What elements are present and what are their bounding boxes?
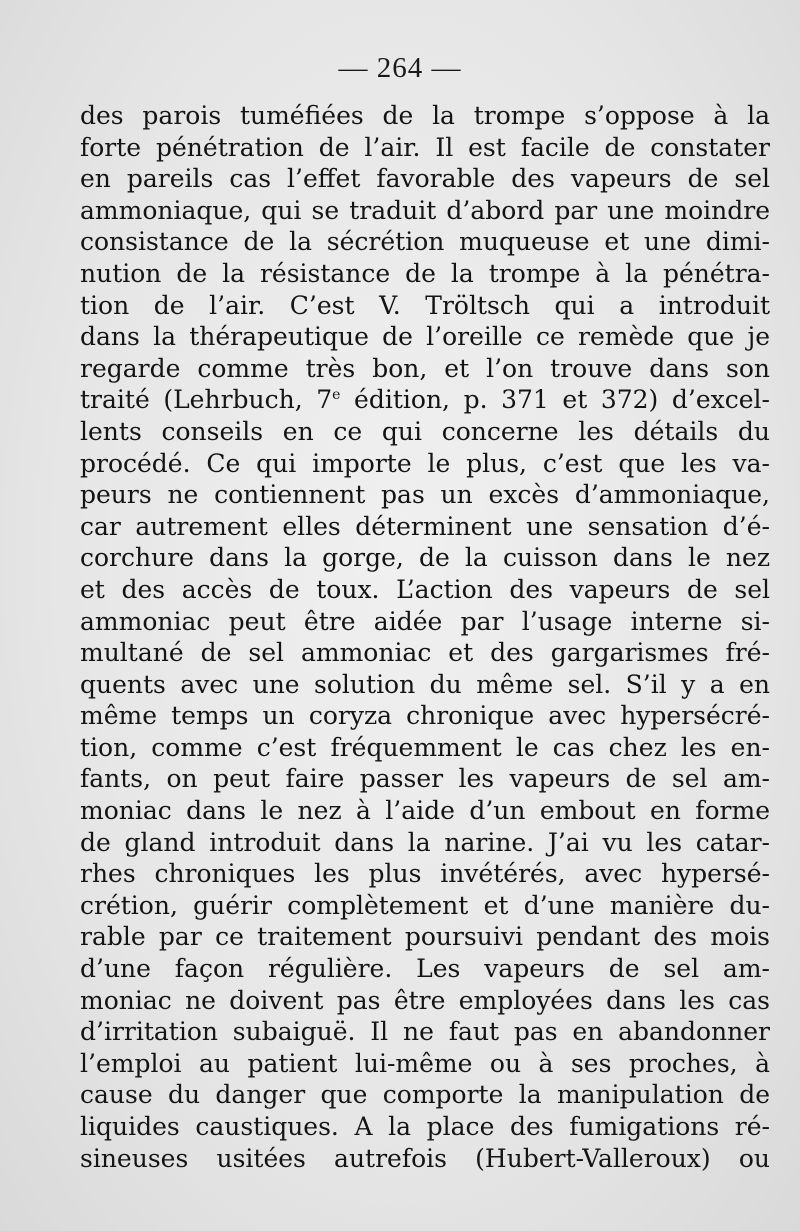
text-line: peurs ne contiennent pas un excès d’ammoniaque, <box>80 480 770 510</box>
text-line: multané de sel ammoniac et des gargarismes fré- <box>80 638 770 668</box>
text-line: même temps un coryza chronique avec hypersécré- <box>80 701 770 731</box>
text-line: tion, comme c’est fréquemment le cas chez les en- <box>80 732 770 762</box>
text-line: car autrement elles déterminent une sensation d’é- <box>80 511 770 541</box>
text-line: procédé. Ce qui importe le plus, c’est que les va- <box>80 448 770 478</box>
text-line: l’emploi au patient lui-même ou à ses proches, à <box>80 1048 770 1078</box>
text-line: moniac dans le nez à l’aide d’un embout en forme <box>80 796 770 826</box>
text-line: nution de la résistance de la trompe à la pénétra- <box>80 258 770 288</box>
text-line: sineuses usitées autrefois (Hubert-Valleroux) ou <box>80 1143 770 1173</box>
text-line: forte pénétration de l’air. Il est facile de constater <box>80 132 770 162</box>
text-line: liquides caustiques. A la place des fumigations ré- <box>80 1112 770 1141</box>
text-line: tion de l’air. C’est V. Tröltsch qui a introduit <box>80 290 770 320</box>
text-line: moniac ne doivent pas être employées dans les cas <box>80 985 770 1015</box>
text-line: de gland introduit dans la narine. J’ai vu les catar- <box>80 827 770 857</box>
text-line: traité (Lehrbuch, 7e édition, p. 371 et 372) d’excel- <box>80 385 770 415</box>
text-line: fants, on peut faire passer les vapeurs de sel am- <box>80 764 770 794</box>
page-number: — 264 — <box>338 52 462 84</box>
text-line: d’une façon régulière. Les vapeurs de sel am- <box>80 954 770 984</box>
text-line: rhes chroniques les plus invétérés, avec hypersé- <box>80 859 770 889</box>
text-line: dans la thérapeutique de l’oreille ce remède que je <box>80 322 770 352</box>
text-line: et des accès de toux. L’action des vapeurs de sel <box>80 574 770 604</box>
text-line: crétion, guérir complètement et d’une manière du- <box>80 890 770 920</box>
body-text <box>80 100 770 1174</box>
text-line: consistance de la sécrétion muqueuse et une dimi- <box>80 227 770 257</box>
text-line: en pareils cas l’effet favorable des vapeurs de sel <box>80 164 770 194</box>
text-line: regarde comme très bon, et l’on trouve dans son <box>80 353 770 383</box>
text-line: des parois tuméfiées de la trompe s’oppose à la <box>80 101 770 130</box>
text-line: cause du danger que comporte la manipulation de <box>80 1080 770 1110</box>
text-line: corchure dans la gorge, de la cuisson dans le nez <box>80 543 770 573</box>
text-line: d’irritation subaiguë. Il ne faut pas en abandonner <box>80 1017 770 1047</box>
text-line: rable par ce traitement poursuivi pendant des mois <box>80 922 770 952</box>
text-line: lents conseils en ce qui concerne les détails du <box>80 416 770 446</box>
text-line: quents avec une solution du même sel. S’il y a en <box>80 669 770 699</box>
text-line: ammoniaque, qui se traduit d’abord par une moindre <box>80 195 770 225</box>
text-line: ammoniac peut être aidée par l’usage interne si- <box>80 606 770 636</box>
